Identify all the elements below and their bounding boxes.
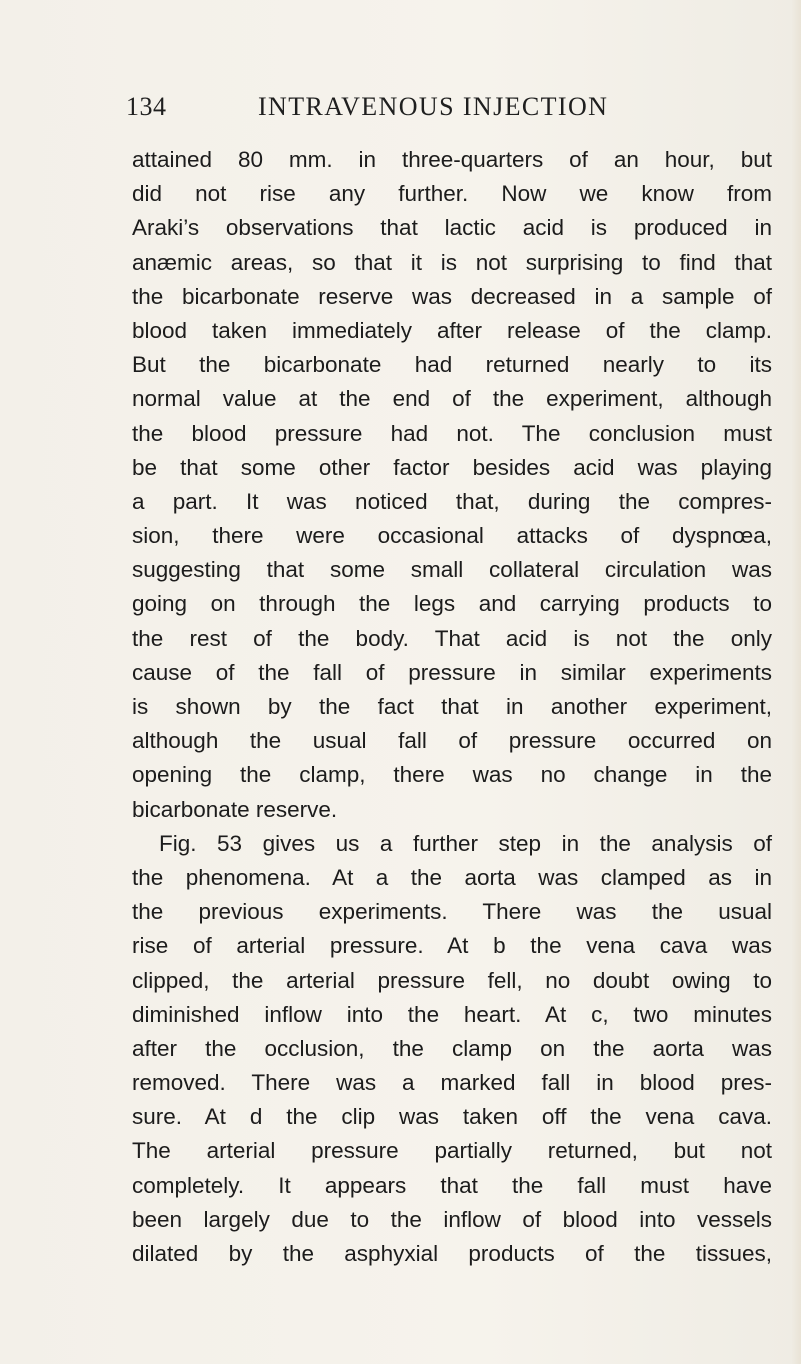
text-line: the phenomena. At a the aorta was clamped as in bbox=[132, 864, 772, 890]
text-line: normal value at the end of the experiment, although bbox=[132, 386, 772, 412]
text-line: sion, there were occasional attacks of dyspnœa, bbox=[132, 523, 772, 549]
text-line: sure. At d the clip was taken off the vena cava. bbox=[132, 1104, 772, 1130]
text-line: attained 80 mm. in three-quarters of an hour, but bbox=[132, 147, 772, 172]
text-line: dilated by the asphyxial products of the tissues, bbox=[132, 1241, 772, 1266]
text-line: Araki’s observations that lactic acid is produced in bbox=[132, 215, 772, 241]
text-line: opening the clamp, there was no change in the bbox=[132, 762, 772, 788]
text-line: Fig. 53 gives us a further step in the analysis of bbox=[159, 830, 772, 856]
running-head: INTRAVENOUS INJECTION bbox=[258, 92, 609, 121]
text-line: blood taken immediately after release of the clamp. bbox=[132, 317, 772, 343]
text-line: removed. There was a marked fall in blood pres- bbox=[132, 1070, 772, 1096]
text-line: after the occlusion, the clamp on the aorta was bbox=[132, 1035, 772, 1061]
text-line: the rest of the body. That acid is not the only bbox=[132, 625, 772, 651]
text-line: been largely due to the inflow of blood into vessels bbox=[132, 1206, 772, 1232]
page-header bbox=[126, 92, 686, 128]
text-line: diminished inflow into the heart. At c, two minutes bbox=[132, 1001, 772, 1027]
text-line: the previous experiments. There was the usual bbox=[132, 899, 772, 925]
text-line: suggesting that some small collateral circulation was bbox=[132, 557, 772, 583]
text-line: The arterial pressure partially returned, but not bbox=[132, 1138, 772, 1164]
text-line: is shown by the fact that in another experiment, bbox=[132, 694, 772, 719]
text-line: But the bicarbonate had returned nearly to its bbox=[132, 352, 772, 378]
text-line: anæmic areas, so that it is not surprising to find that bbox=[132, 249, 772, 275]
page-number: 134 bbox=[126, 92, 167, 121]
text-line: did not rise any further. Now we know from bbox=[132, 181, 772, 207]
body-text bbox=[132, 143, 772, 1271]
text-line: rise of arterial pressure. At b the vena cava was bbox=[132, 933, 772, 959]
text-line: the bicarbonate reserve was decreased in a sample of bbox=[132, 283, 772, 309]
text-line: going on through the legs and carrying products to bbox=[132, 591, 772, 617]
text-line: the blood pressure had not. The conclusion must bbox=[132, 420, 772, 446]
text-line: a part. It was noticed that, during the compres- bbox=[132, 488, 772, 514]
page-edge-shadow bbox=[791, 0, 801, 1364]
text-line: cause of the fall of pressure in similar experiments bbox=[132, 659, 772, 685]
text-line: bicarbonate reserve. bbox=[132, 796, 338, 822]
text-line: although the usual fall of pressure occurred on bbox=[132, 728, 772, 754]
text-line: clipped, the arterial pressure fell, no doubt owing to bbox=[132, 967, 772, 993]
text-line: be that some other factor besides acid was playing bbox=[132, 454, 772, 480]
text-line: completely. It appears that the fall must have bbox=[132, 1172, 772, 1198]
